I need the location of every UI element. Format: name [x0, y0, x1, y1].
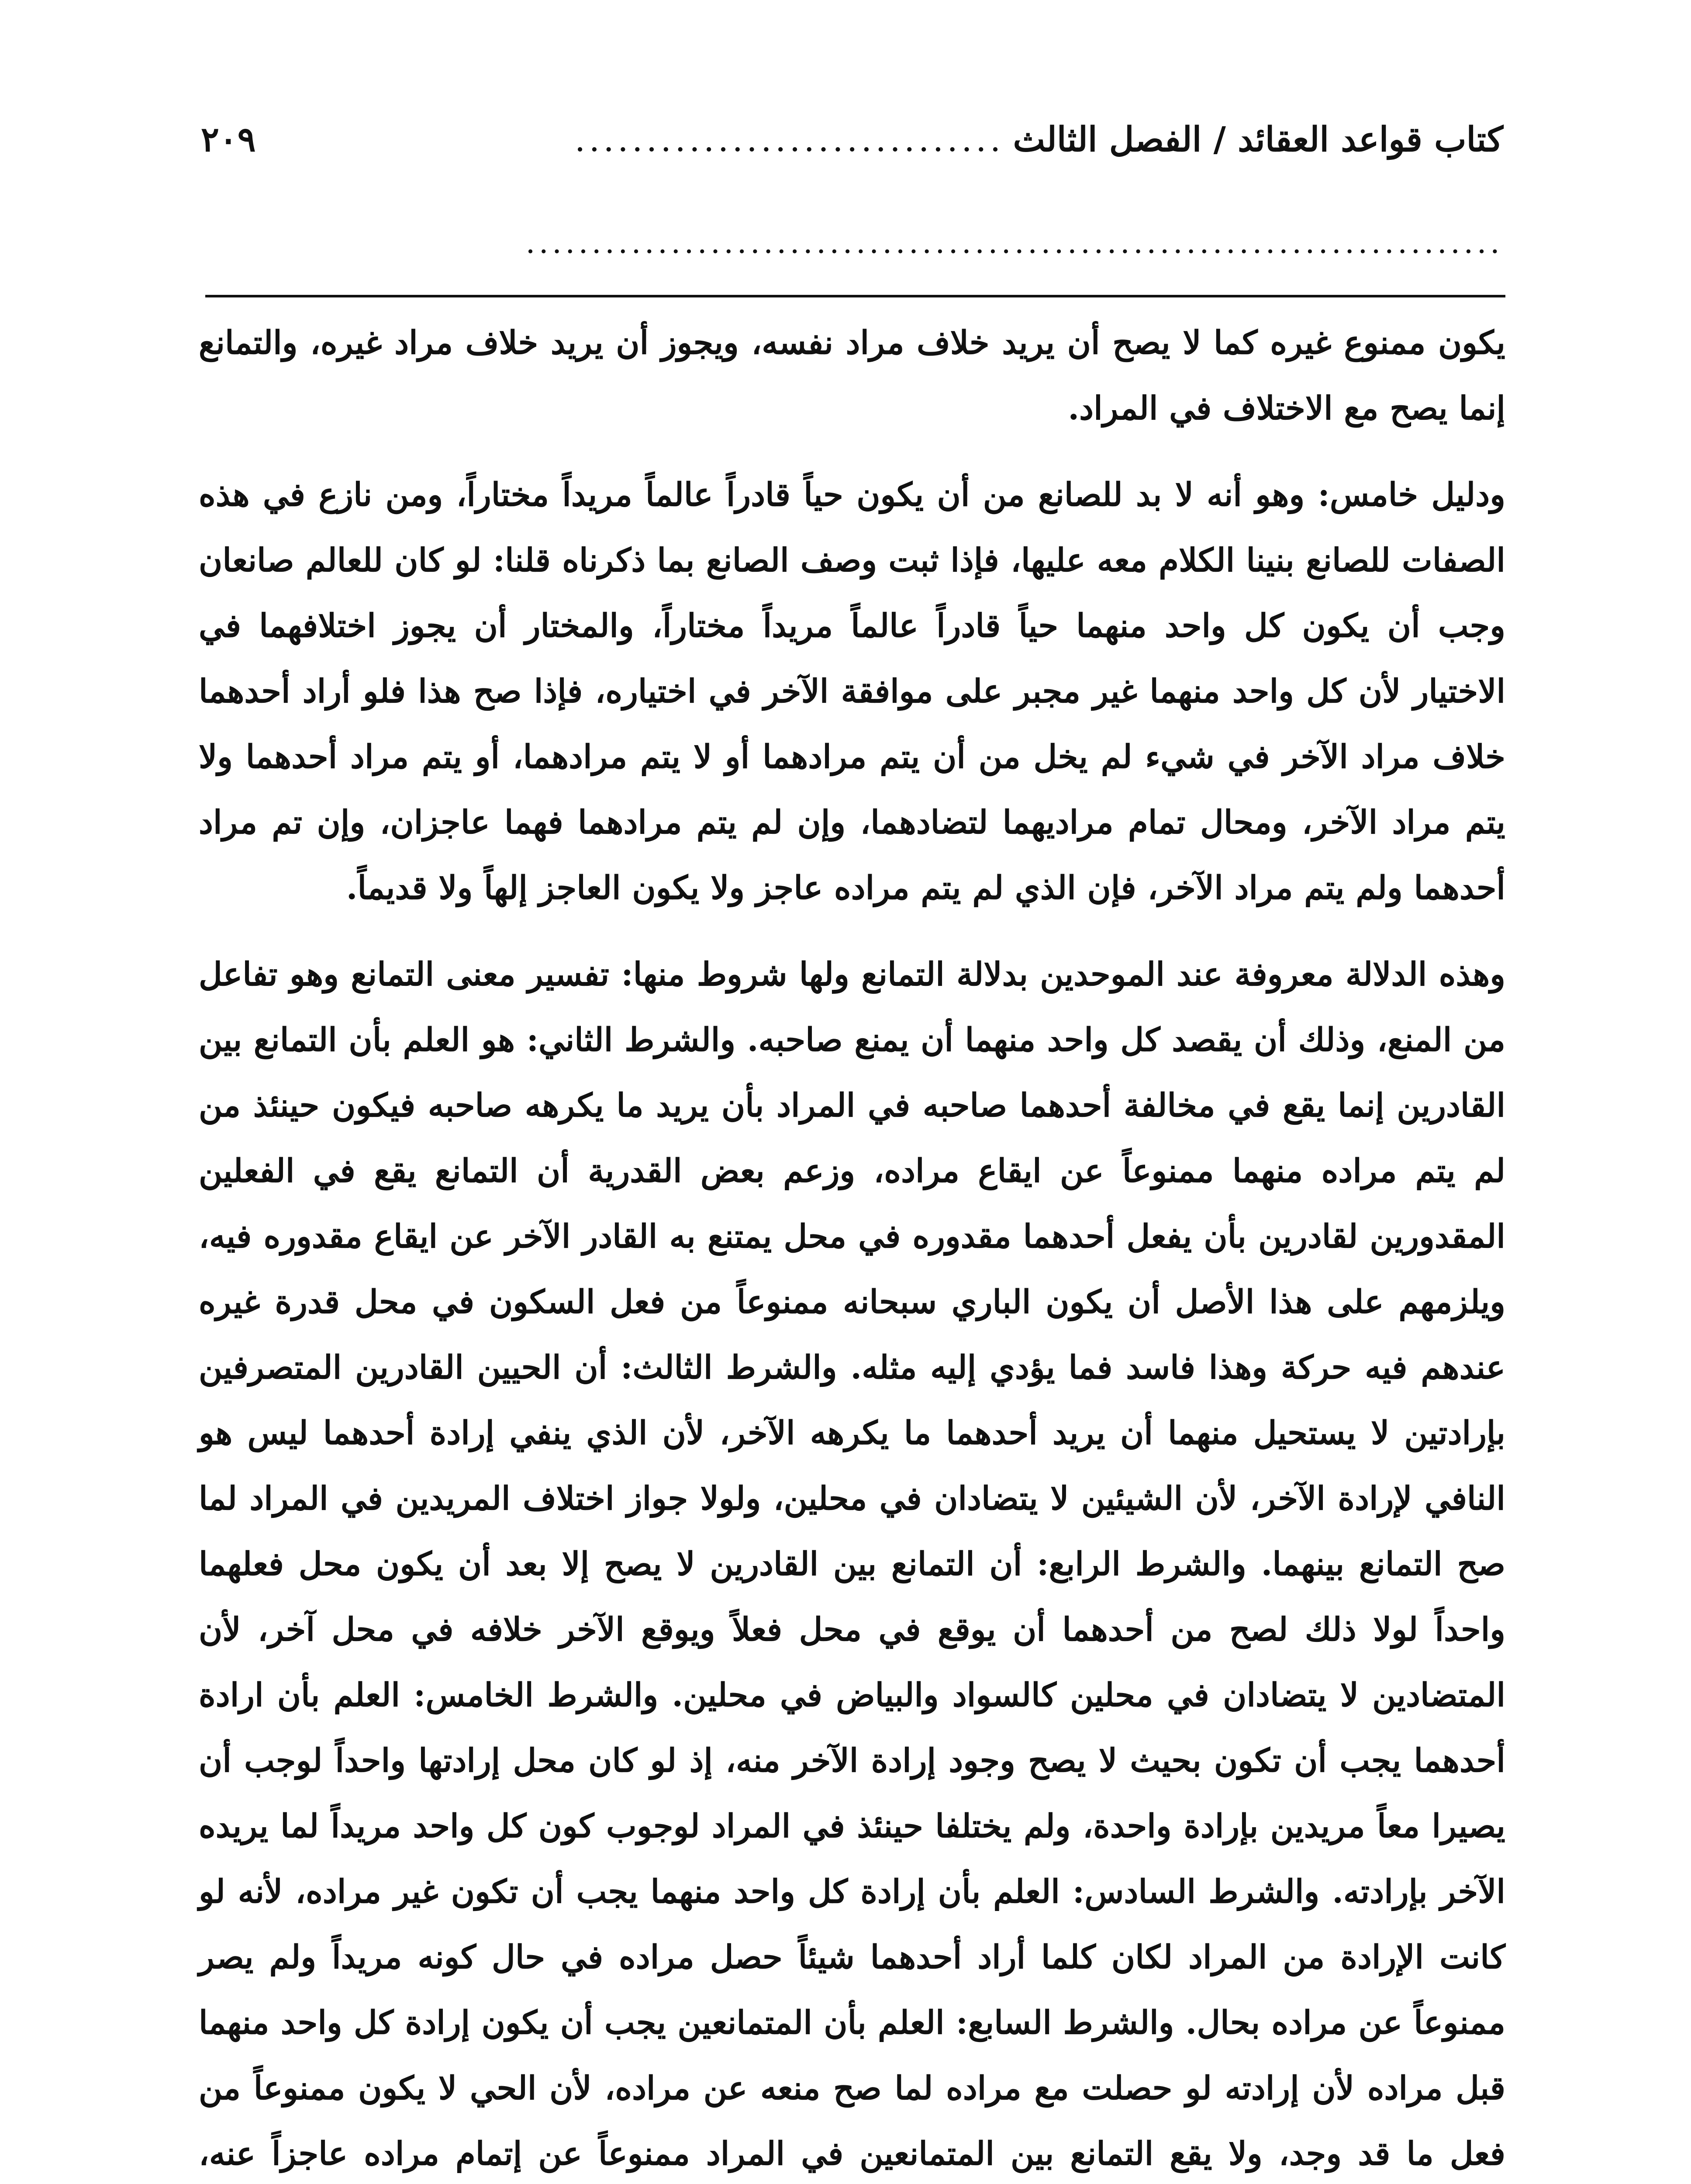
dotted-separator: ..........................................................................	[525, 227, 1503, 260]
header-leader-dots: ..............................	[574, 123, 1004, 157]
paragraph-tamanu-conditions: وهذه الدلالة معروفة عند الموحدين بدلالة التمانع ولها شروط منها: تفسير معنى التمانع وهو تفاعل من المنع، وذلك أن يقصد كل واحد منهما أن يمنع صاحبه. والشرط الثاني: هو العلم بأن التمانع بين القادرين إنما يقع في مخالفة أحدهما صاحبه في المراد بأن يريد ما يكرهه صاحبه فيكون حينئذ من لم يتم مراده منهما ممنوعاً عن ايقاع مراده، وزعم بعض القدرية أن التمانع يقع في الفعلين المقدورين لقادرين بأن يفعل أحدهما مقدوره في محل يمتنع به القادر الآخر عن ايقاع مقدوره فيه، ويلزمهم على هذا الأصل أن يكون الباري سبحانه ممنوعاً من فعل السكون في محل قدرة غيره عندهم فيه حركة وهذا فاسد فما يؤدي إليه مثله. والشرط الثالث: أن الحيين القادرين المتصرفين بإرادتين لا يستحيل منهما أن يريد أحدهما ما يكرهه الآخر، لأن الذي ينفي إرادة أحدهما ليس هو النافي لإرادة الآخر، لأن الشيئين لا يتضادان في محلين، ولولا جواز اختلاف المريدين في المراد لما صح التمانع بينهما. والشرط الرابع: أن التمانع بين القادرين لا يصح إلا بعد أن يكون محل فعلهما واحداً لولا ذلك لصح من أحدهما أن يوقع في محل فعلاً ويوقع الآخر خلافه في محل آخر، لأن المتضادين لا يتضادان في محلين كالسواد والبياض في محلين. والشرط الخامس: العلم بأن ارادة أحدهما يجب أن تكون بحيث لا يصح وجود إرادة الآخر منه، إذ لو كان محل إرادتها واحداً لوجب أن يصيرا معاً مريدين بإرادة واحدة، ولم يختلفا حينئذ في المراد لوجوب كون كل واحد مريداً لما يريده الآخر بإرادته. والشرط السادس: العلم بأن إرادة كل واحد منهما يجب أن تكون غير مراده، لأنه لو كانت الإرادة من المراد لكان كلما أراد أحدهما شيئاً حصل مراده في حال كونه مريداً ولم يصر ممنوعاً عن مراده بحال. والشرط السابع: العلم بأن المتمانعين يجب أن يكون إرادة كل واحد منهما قبل مراده لأن إرادته لو حصلت مع مراده لما صح منعه عن مراده، لأن الحي لا يكون ممنوعاً من فعل ما قد وجد، ولا يقع التمانع بين المتمانعين في المراد ممنوعاً عن إتمام مراده عاجزاً عنه،	[199, 956, 1505, 2173]
running-header	[201, 109, 1503, 170]
header-rule	[205, 295, 1505, 297]
page-number: ٢٠٩	[201, 120, 256, 159]
paragraph-continuation: يكون ممنوع غيره كما لا يصح أن يريد خلاف مراد نفسه، ويجوز أن يريد خلاف مراد غيره، والتمانع إنما يصح مع الاختلاف في المراد.	[199, 324, 1505, 427]
running-title: كتاب قواعد العقائد / الفصل الثالث	[1013, 120, 1503, 159]
paragraph-fifth-proof: ودليل خامس: وهو أنه لا بد للصانع من أن يكون حياً قادراً عالماً مريداً مختاراً، ومن نازع في هذه الصفات للصانع بنينا الكلام معه عليها، فإذا ثبت وصف الصانع بما ذكرناه قلنا: لو كان للعالم صانعان وجب أن يكون كل واحد منهما حياً قادراً عالماً مريداً مختاراً، والمختار أن يجوز اختلافهما في الاختيار لأن كل واحد منهما غير مجبر على موافقة الآخر في اختياره، فإذا صح هذا فلو أراد أحدهما خلاف مراد الآخر في شيء لم يخل من أن يتم مرادهما أو لا يتم مرادهما، أو يتم مراد أحدهما ولا يتم مراد الآخر، ومحال تمام مراديهما لتضادهما، وإن لم يتم مرادهما فهما عاجزان، وإن تم مراد أحدهما ولم يتم مراد الآخر، فإن الذي لم يتم مراده عاجز ولا يكون العاجز إلهاً ولا قديماً.	[199, 476, 1505, 907]
body-text	[199, 310, 1505, 2184]
